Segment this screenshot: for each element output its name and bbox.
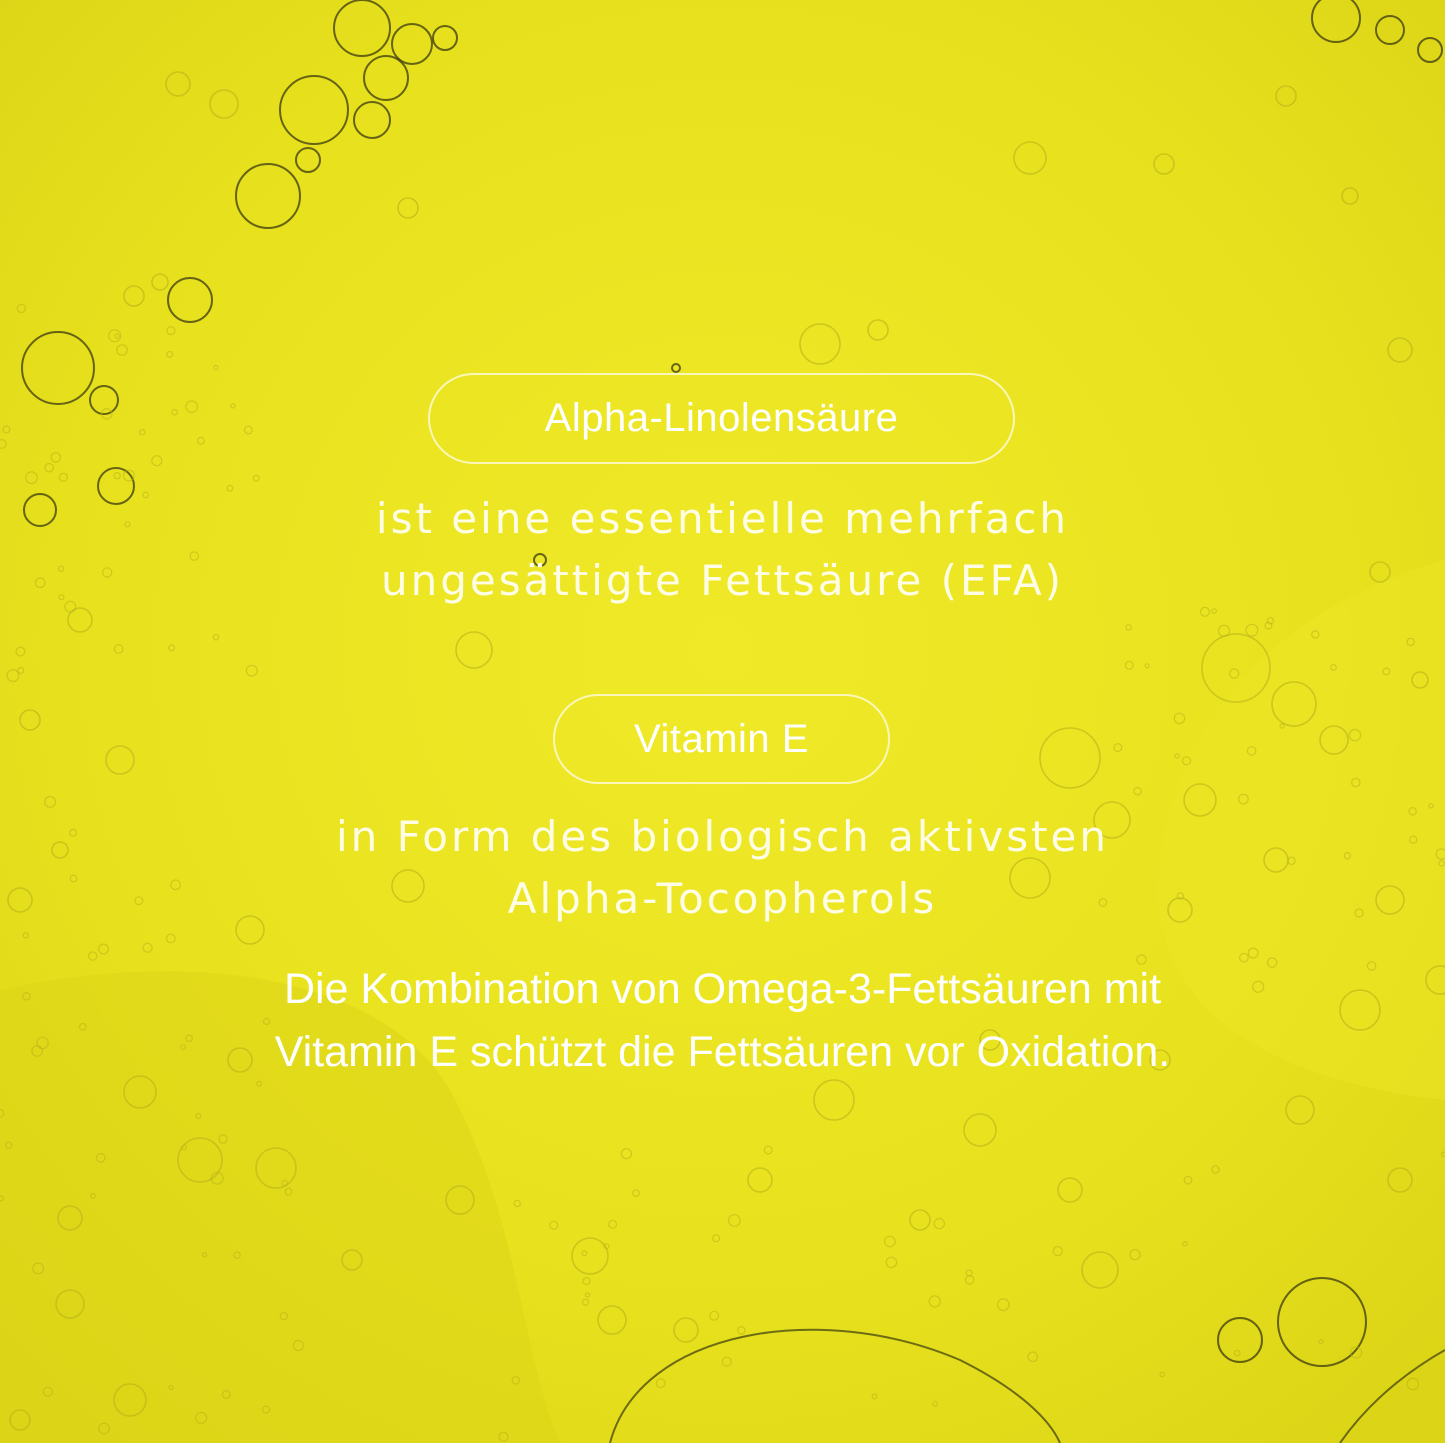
pill-label: Alpha-Linolensäure	[544, 396, 899, 440]
alpha-linolensaeure-description	[0, 488, 1445, 612]
pill-label: Vitamin E	[634, 716, 809, 761]
description-line: in Form des biologisch aktivsten	[335, 812, 1110, 861]
alpha-linolensaeure-pill	[428, 373, 1015, 464]
vitamin-e-description	[0, 806, 1445, 930]
note-line: Vitamin E schützt die Fettsäuren vor Oxidation.	[274, 1028, 1171, 1076]
vitamin-e-pill	[553, 694, 890, 784]
description-line: ist eine essentielle mehrfach	[375, 494, 1070, 543]
combination-note	[0, 958, 1445, 1084]
description-line: Alpha-Tocopherols	[507, 874, 938, 923]
note-line: Die Kombination von Omega-3-Fettsäuren mit	[283, 965, 1162, 1013]
description-line: ungesättigte Fettsäure (EFA)	[380, 556, 1065, 605]
